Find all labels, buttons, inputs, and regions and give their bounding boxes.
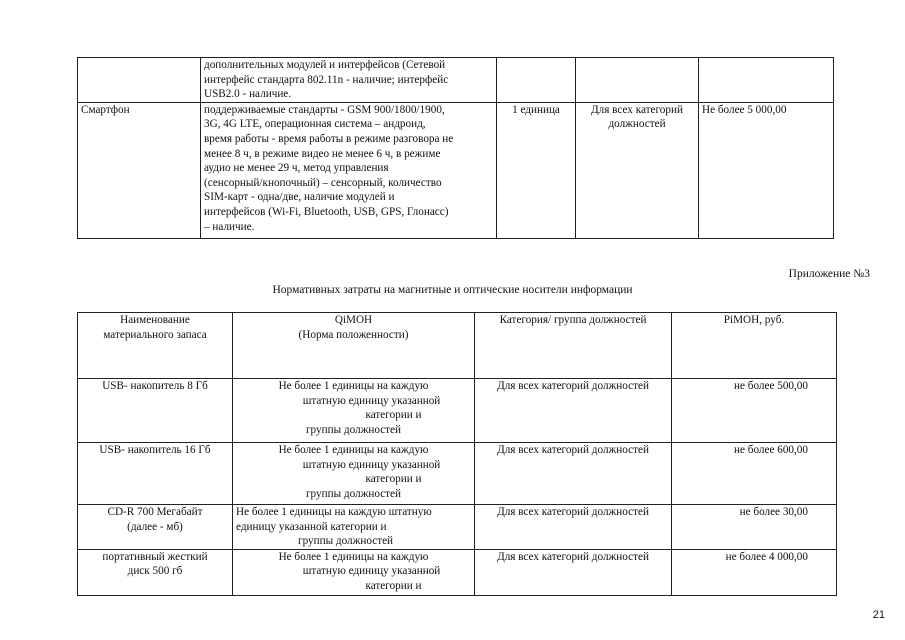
media-costs-table: [77, 312, 837, 596]
table-row: [78, 379, 837, 443]
appendix-label: Приложение №3: [788, 268, 870, 280]
price-cell: не более 4 000,00: [672, 549, 837, 595]
norm-cell: Не более 1 единицы на каждую штатную единицу указанной категории и: [233, 549, 475, 595]
price-cell: не более 30,00: [672, 505, 837, 550]
header-name: Наименование материального запаса: [78, 313, 233, 379]
price-cell: не более 600,00: [672, 443, 837, 505]
material-name-cell: CD-R 700 Мегабайт (далее - мб): [78, 505, 233, 550]
item-description-cell: поддерживаемые стандарты - GSM 900/1800/1900, 3G, 4G LTE, операционная система – андроид, время работы - время работы в режиме разговора не менее 8 ч, в режиме видео не менее 6 ч, в режиме аудио не менее 29 ч, метод управления (сенсорный/кнопочный) – сенсорный, количество SIM-карт - одна/две, наличие модулей и интерфейсов (Wi-Fi, Bluetooth, USB, GPS, Глонасс) – наличие.: [201, 102, 497, 238]
item-name-cell: Смартфон: [78, 102, 201, 238]
material-name-cell: USB- накопитель 8 Гб: [78, 379, 233, 443]
equipment-table: [77, 57, 834, 239]
category-cell: Для всех категорий должностей: [475, 379, 672, 443]
table-row: [78, 102, 834, 238]
table-title: Нормативных затраты на магнитные и оптические носители информации: [272, 284, 633, 296]
header-price: PiМОН, руб.: [672, 313, 837, 379]
item-category-cell: Для всех категорий должностей: [576, 102, 699, 238]
table-row: [78, 443, 837, 505]
item-description-cell: дополнительных модулей и интерфейсов (Сетевой интерфейс стандарта 802.11n - наличие; интерфейс USB2.0 - наличие.: [201, 58, 497, 103]
norm-cell: Не более 1 единицы на каждую штатную единицу указанной категории и группы должностей: [233, 379, 475, 443]
category-cell: Для всех категорий должностей: [475, 549, 672, 595]
norm-cell: Не более 1 единицы на каждую штатную единицу указанной категории и группы должностей: [233, 443, 475, 505]
material-name-cell: USB- накопитель 16 Гб: [78, 443, 233, 505]
header-norm: QiМОН (Норма положенности): [233, 313, 475, 379]
item-price-cell: Не более 5 000,00: [699, 102, 834, 238]
header-category: Категория/ группа должностей: [475, 313, 672, 379]
category-cell: Для всех категорий должностей: [475, 443, 672, 505]
table-row: [78, 505, 837, 550]
table-row: [78, 549, 837, 595]
norm-cell: Не более 1 единицы на каждую штатную единицу указанной категории и группы должностей: [233, 505, 475, 550]
page-number: 21: [872, 609, 885, 621]
item-category-cell: [576, 58, 699, 103]
item-name-cell: [78, 58, 201, 103]
category-cell: Для всех категорий должностей: [475, 505, 672, 550]
item-quantity-cell: [497, 58, 576, 103]
price-cell: не более 500,00: [672, 379, 837, 443]
table-header-row: [78, 313, 837, 379]
item-price-cell: [699, 58, 834, 103]
item-quantity-cell: 1 единица: [497, 102, 576, 238]
material-name-cell: портативный жесткий диск 500 гб: [78, 549, 233, 595]
table-row: [78, 58, 834, 103]
